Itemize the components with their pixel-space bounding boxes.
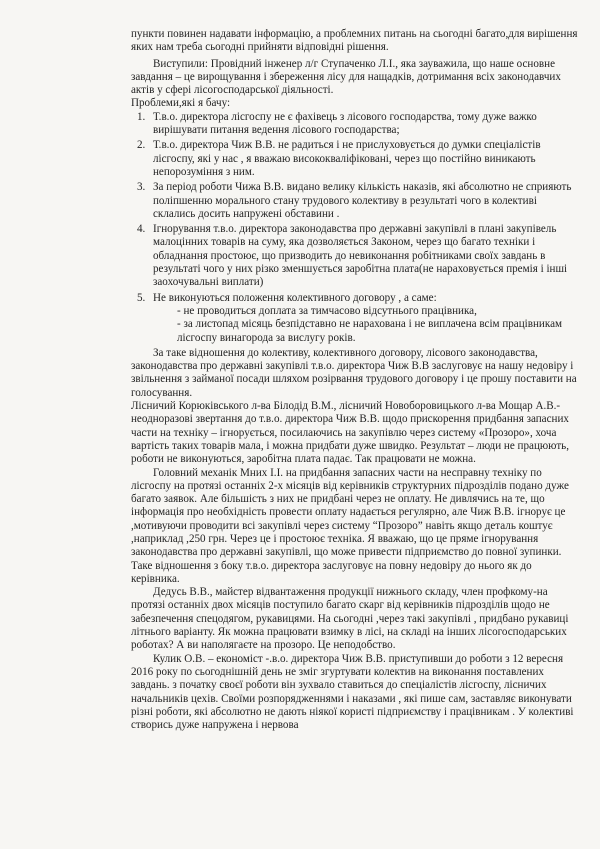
problem-text: Т.в.о. директора лісгоспу не є фахівець з лісового господарства, тому дуже важко вирішувати питання ведення лісового господарства; [153, 110, 537, 137]
problem-number: 4. [137, 223, 146, 236]
problem-text: Т.в.о. директора Чиж В.В. не радиться і не прислуховується до думки спеціалістів лісгоспу, які у нас , я вважаю висококваліфіковані, через що постійно виникають непорозуміння з ним. [153, 139, 541, 178]
problem-item [137, 291, 578, 345]
body-paragraph: За таке відношення до колективу, колективного договору, лісового законодавства, законодавства про державні закупівлі т.в.о. директора Чиж В.В заслуговує на нашу недовіру і звільнення з займаної посади шляхом розірвання трудового договору і це прошу поставити на голосування. [131, 346, 577, 399]
body-paragraph: Головний механік Мних І.І. на придбання запасних части на несправну техніку по лісгоспу на протязі останніх 2-х місяців від керівників структурних підрозділів подано дуже багато заявок. Але більшість з них не придбані через не оплату. Не дивлячись на те, що інформація про необхідність провести оплату надається регулярно, але Чиж В.В. ігнорує це ,мотивуючи проводити всі закупівлі через систему “Прозоро” навіть якщо деталь коштує ,наприклад ,250 грн. Через це і простоює техніка. Я вважаю, що це пряме ігнорування законодавства про державні закупівлі, що може привести підприємство до повної зупинки. Таке відношення з боку т.в.о. директора заслуговує на повну недовіру до нього як до керівника. [131, 466, 569, 585]
problem-item [137, 223, 578, 289]
problem-item [137, 139, 578, 179]
body-paragraph: Дедусь В.В., майстер відвантаження продукції нижнього складу, член профкому-на протязі останніх двох місяців поступило багато скарг від керівників підрозділів щодо не забезпечення спецодягом, рукавицями. На сьогодні ,через такі закупівлі , придбано рукавиці літнього варіанту. Як можна працювати взимку в лісі, на складі на інших лісогосподарських роботах? А ви наполягаєте на прозоро. Це неподобство. [131, 586, 569, 652]
problem-number: 2. [137, 139, 146, 152]
problem-item [137, 181, 578, 221]
problem-text: За період роботи Чижа В.В. видано велику кількість наказів, які абсолютно не сприяють поліпшенню морального стану трудового колективу в результаті чого в колективі склались досить напружені обставини . [153, 181, 572, 220]
problem-number: 3. [137, 181, 146, 194]
problems-list [131, 111, 578, 345]
body-paragraph: Кулик О.В. – економіст -.в.о. директора Чиж В.В. приступивши до роботи з 12 вересня 2016 року по сьогоднішній день не зміг згуртувати колектив на виконання поставлених завдань. з початку своєї роботи він зухвало ставиться до спеціалістів лісгоспу, лісничих начальників цехів. Своїми розпорядженнями і наказами , які пише сам, заставляє виконувати різні роботи, які абсолютно не дають ніякої користі підприємству і працівникам . У колективі створись дуже напружена і нервова [131, 652, 574, 732]
problems-heading: Проблеми,які я бачу: [131, 97, 231, 110]
problem-text: Ігнорування т.в.о. директора законодавства про державні закупівлі в плані закупівель малоцінних товарів на суму, яка дозволяється Законом, через що багато техніки і обладнання простоює, що призводить до невиконання робітниками своїх завдань в результаті чого у них різко зменшується заробітна плата(не нараховується премія і інші заохочувальні виплати) [153, 223, 568, 289]
problem-number: 5. [137, 291, 146, 304]
problem-text: Не виконуються положення колективного договору , а саме: [153, 291, 437, 304]
problem5-subitem: - не проводиться доплата за тимчасово відсутнього працівника, [177, 304, 477, 317]
problem-item [137, 110, 578, 138]
body-paragraph: Лісничий Корюківського л-ва Білодід В.М., лісничий Новоборовицького л-ва Мощар А.В.- неодноразові звертання до т.в.о. директора Чиж В.В. щодо прискорення придбання запасних части на техніку – ігнорується, посилаючись на закупівлю через систему «Прозоро», хоча вартість таких товарів мала, і можна придбати дуже швидко. Результат – люди не працюють, роботи не виконуються, заробітна плата падає. Так працювати не можна. [131, 400, 570, 466]
intro-paragraph: пункти повинен надавати інформацію, а проблемних питань на сьогодні багато,для вирішення яких нам треба сьогодні прийняти відповідні рішення. [131, 28, 578, 54]
problem-number: 1. [137, 110, 146, 123]
speaker-intro: Виступили: Провідний інженер л/г Ступаченко Л.І., яка зауважила, що наше основне завдання – це вирощування і збереження лісу для нащадків, дотримання всіх законодавчих актів у сфері лісогосподарської діяльності. [131, 57, 561, 97]
problem5-subitem: - за листопад місяць безпідставно не нарахована і не виплачена всім працівникам лісгоспу винагорода за вислугу років. [177, 318, 563, 344]
